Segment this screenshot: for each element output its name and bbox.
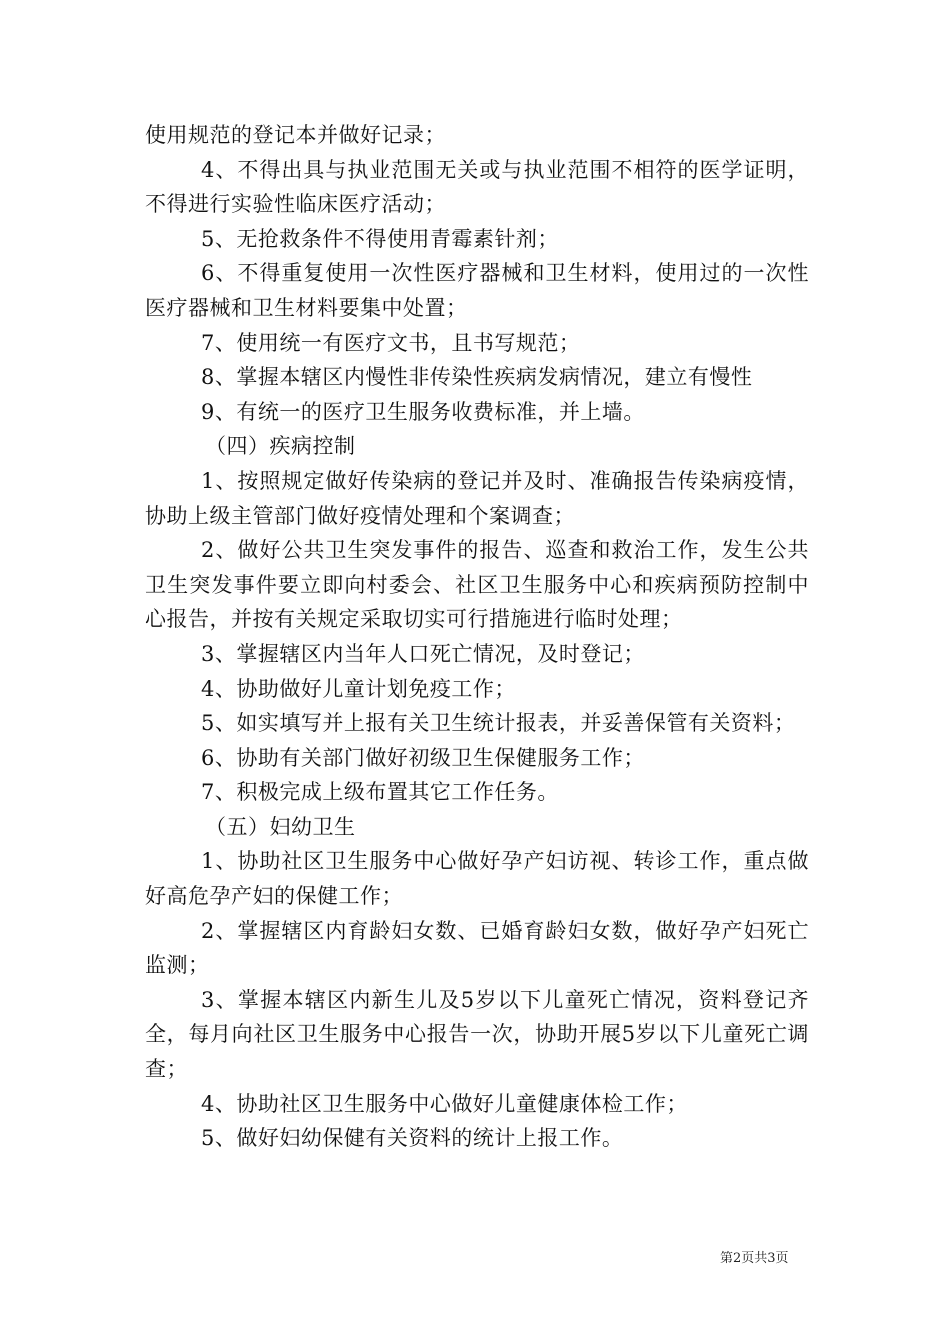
paragraph: 5、做好妇幼保健有关资料的统计上报工作。 bbox=[201, 1126, 624, 1151]
section-heading: （五）妇幼卫生 bbox=[205, 814, 356, 839]
paragraph: 2、做好公共卫生突发事件的报告、巡查和救治工作，发生公共卫生突发事件要立即向村委会、社区卫生服务中心和疾病预防控制中心报告，并按有关规定采取切实可行措施进行临时处理； bbox=[145, 538, 809, 632]
paragraph: 1、按照规定做好传染病的登记并及时、准确报告传染病疫情，协助上级主管部门做好疫情处理和个案调查； bbox=[145, 468, 809, 528]
paragraph: 4、协助做好儿童计划免疫工作； bbox=[201, 676, 516, 701]
paragraph: 3、掌握辖区内当年人口死亡情况，及时登记； bbox=[201, 641, 645, 666]
paragraph: 7、积极完成上级布置其它工作任务。 bbox=[201, 780, 559, 805]
paragraph: 使用规范的登记本并做好记录； bbox=[145, 123, 446, 147]
paragraph: 8、掌握本辖区内慢性非传染性疾病发病情况，建立有慢性 bbox=[201, 365, 753, 390]
paragraph: 4、不得出具与执业范围无关或与执业范围不相符的医学证明，不得进行实验性临床医疗活动； bbox=[145, 157, 809, 217]
paragraph: 4、协助社区卫生服务中心做好儿童健康体检工作； bbox=[201, 1091, 688, 1116]
paragraph: 6、不得重复使用一次性医疗器械和卫生材料，使用过的一次性医疗器械和卫生材料要集中处置； bbox=[145, 261, 809, 320]
paragraph: 2、掌握辖区内育龄妇女数、已婚育龄妇女数，做好孕产妇死亡监测； bbox=[145, 918, 809, 978]
paragraph: 7、使用统一有医疗文书，且书写规范； bbox=[201, 330, 581, 355]
section-heading: （四）疾病控制 bbox=[205, 434, 356, 459]
document-body bbox=[145, 118, 809, 1156]
paragraph: 5、无抢救条件不得使用青霉素针剂； bbox=[201, 226, 559, 251]
paragraph: 1、协助社区卫生服务中心做好孕产妇访视、转诊工作，重点做好高危孕产妇的保健工作； bbox=[145, 849, 809, 909]
paragraph: 9、有统一的医疗卫生服务收费标准，并上墙。 bbox=[201, 399, 645, 424]
paragraph: 5、如实填写并上报有关卫生统计报表，并妥善保管有关资料； bbox=[201, 711, 796, 736]
page-number-footer: 第2页共3页 bbox=[720, 1251, 789, 1266]
paragraph: 3、掌握本辖区内新生儿及5岁以下儿童死亡情况，资料登记齐全，每月向社区卫生服务中心报告一次，协助开展5岁以下儿童死亡调查； bbox=[145, 987, 809, 1082]
paragraph: 6、协助有关部门做好初级卫生保健服务工作； bbox=[201, 745, 645, 770]
